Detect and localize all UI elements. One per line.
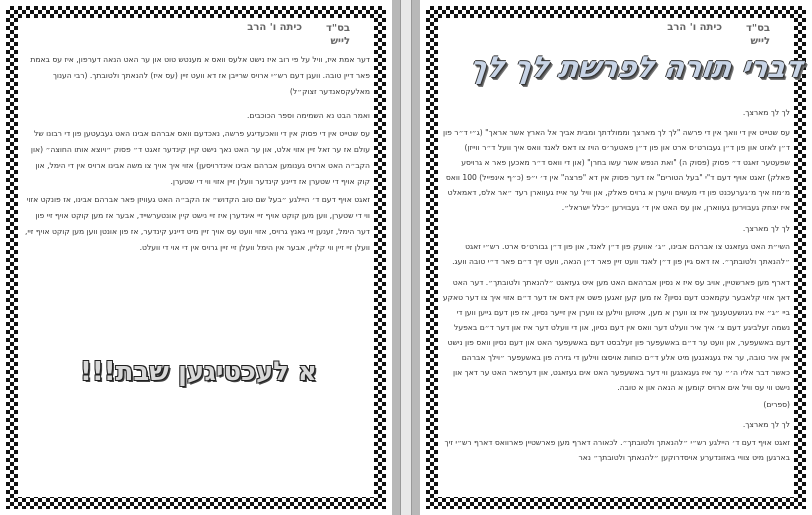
header-bsd: בס"ד xyxy=(326,23,350,34)
closing-greeting: א לעכטיגען שבת!!! xyxy=(80,357,317,387)
header-right xyxy=(746,22,770,48)
document-page-1 xyxy=(420,0,812,515)
left-paragraph-1: דער אמת איז, וויל על פי רוב איז נישט אלעס וואס א מענטש טוט און ער האט הנאה דערפון, איז עס באמת פאר דיין טובה. וועגן דעם רש״י ארויס שרייבן אז דא וועט זיין (עס איז) להנאתך ולטובתך. (רבי הענוך מאלעקסאנדער זצוק״ל) xyxy=(30,55,370,96)
header-right xyxy=(326,22,350,48)
document-page-2 xyxy=(0,0,392,515)
left-page-content xyxy=(22,52,370,495)
header-leish: לייש xyxy=(750,36,770,47)
header-bsd: בס"ד xyxy=(746,23,770,34)
right-paragraph-5: דארף מען פארשטיין, אויב עס איז א נסיון אברהאם האט מען איט געזאגט ״להנאתך ולטובתך״. דער האט דאך אזוי קלאבער עקמאכט דעם נסיון? אז מען קען זאגען פשט אין דאס אז דער ד״ם אזוי איך צו דער טאקע ביי ״ג״ איז גיגושעטענעך איז צו ווערן א מען, איטוען ווילען צו ווערן אין זייער נסיון, אז פון דעם גייען ווען די נשמה זעלביגע דעם צ׳ איך איר וועלט דער וואס אין דעם נסיון, און די וועלט דער איז און דער ד״ם באפעל דעם באשעפער, און וועט ער ד״ם באשעפער פון זעלבסט דעם באשעפער האט און דעם נסיון וואס פון נישט אין איר טובה, ער איז געגאנגען מיט אלע ד״ם כוחות אויסצו ווילען די גזירה פון באשעפער ״וילך אברהם כאשר דבר אליו ה׳״ ער איז געגאנגען ווי דער באשעפער האט אים געזאגט, און דערפאר האט ער דאך און נישט ווי עס וויל אים ארויס קומען א הנאה און א טובה. xyxy=(442,278,790,392)
left-paragraph-3: עס שטייט אין די פסוק אין די וואכעדיגע פרשה, נאכדעם וואס אברהם אבינו האט געבעטען פון די רבונו של עולם אז ער זאל זיין אזוי אלט, און ער האט נאך נישט קיין קינדער זאגט ד״ פסוק ״ויוצא אותו החוצה״ (און הקב״ה האט ארויס גענומען אברהם אבינו אינדרויסען) אזוי איך אויך צו משה אבינו ארויס אין די הימל, און קוק אויף די שטערן אז דיינע קינדער וועלן זיין אזוי ווי די שטערן. xyxy=(30,129,370,186)
document-title: דברי תורה לפרשת לך לך xyxy=(467,50,805,84)
right-paragraph-4: השי״ת האט געזאגט צו אברהם אבינו, ״ג׳ אוועק פון ד״ן לאנד, און פון ד״ן גבורט׳ס ארט. רש״י זאגט ״להנאתך ולטובתך״. אז דאס גיין פון ד״ן לאנד וועט זיין פאר ד״ן הנאה, וועט זיך ד״ם פאר ד״י טובה וועג. xyxy=(452,242,790,266)
right-page-content xyxy=(442,105,790,495)
right-paragraph-1: לך לך מארצך. xyxy=(742,108,790,117)
left-paragraph-2: ואמר הבט נא השמימה וספר הכוכבים. xyxy=(247,111,370,120)
right-paragraph-6: (ספרים) xyxy=(763,400,790,409)
left-paragraph-4: זאגט אויף דעם ד׳ היילגע ״בעל שם טוב הקדוש״ אז הקב״ה האט געוויזן פאר אברהם אבינו, אז פונקט אזוי ווי די שטערן, ווען מען קוקט אויף זיי אינדערן איז זיי נישט קיין אונטערשייד, אבער אז מען קוקט אויף זיי פון דער הימל, זענען זיי גאנץ גרויס, אזוי וועט עס אויך זיין מיט דיינע קינדער, אז פון אונטן ווען מען קוקט אויף זיי, וועלן זיי זיין ווי קליין, אבער אין הימל וועלן זיי זיין גרויס אין די אוי די וועלט. xyxy=(24,195,370,252)
header-leish: לייש xyxy=(330,36,350,47)
right-paragraph-2: עס שטייט אין די וואך אין די פרשה "לך לך מארצך וממולדתך ומבית אביך אל הארץ אשר אראך" (ג״י ד״ר פון ד״ן לאזט און פון ד״ן געבורט׳ס ארט און פון ד״ן פאטער׳ס הויז צו דאס לאנד וואס איך וועל ד״ר ווייזן) שפעטער זאגט ד״ פסוק (פסוק ה) "ואת הנפש אשר עשו בחרן" (און די וואס ד״ר מאכען פאר א גרויסע פאלק) זאגט אויף דעם ד"י "בעל הטורים" אז דער פסוק אין דא "פרצה" אין ד׳ י״פ (כ״ף אינפייל) 100 וואס מ׳מוז איך מ׳גערעכנט פון די מעשים וויערן א גרויס פאלק, און וויל ער אייז געווארן רעד ״אר אלס, דאמאלט איז יצחק געבוירען געווארן, און עס האט אין ד׳ געבוירען ״כלל ישראל״. xyxy=(443,128,790,212)
right-paragraph-7: לך לך מארצך. xyxy=(742,420,790,429)
vertical-ruler[interactable] xyxy=(400,0,412,515)
header-class-label: כיתה ו' הרב xyxy=(247,22,302,33)
header-class-label: כיתה ו' הרב xyxy=(667,22,722,33)
right-paragraph-8: זאגט אויף דעם ד׳ היילגע רש״י ״להנאתך ולטובתך״. לכאורה דארף מען פארשטיין פארוואס דארף רש״י זיך בארגען מיט צוויי באזונדערע אויסדרוקען ״להנאתך ולטובתך״ נאר xyxy=(444,438,790,462)
right-paragraph-3: לך לך מארצך. xyxy=(742,224,790,233)
